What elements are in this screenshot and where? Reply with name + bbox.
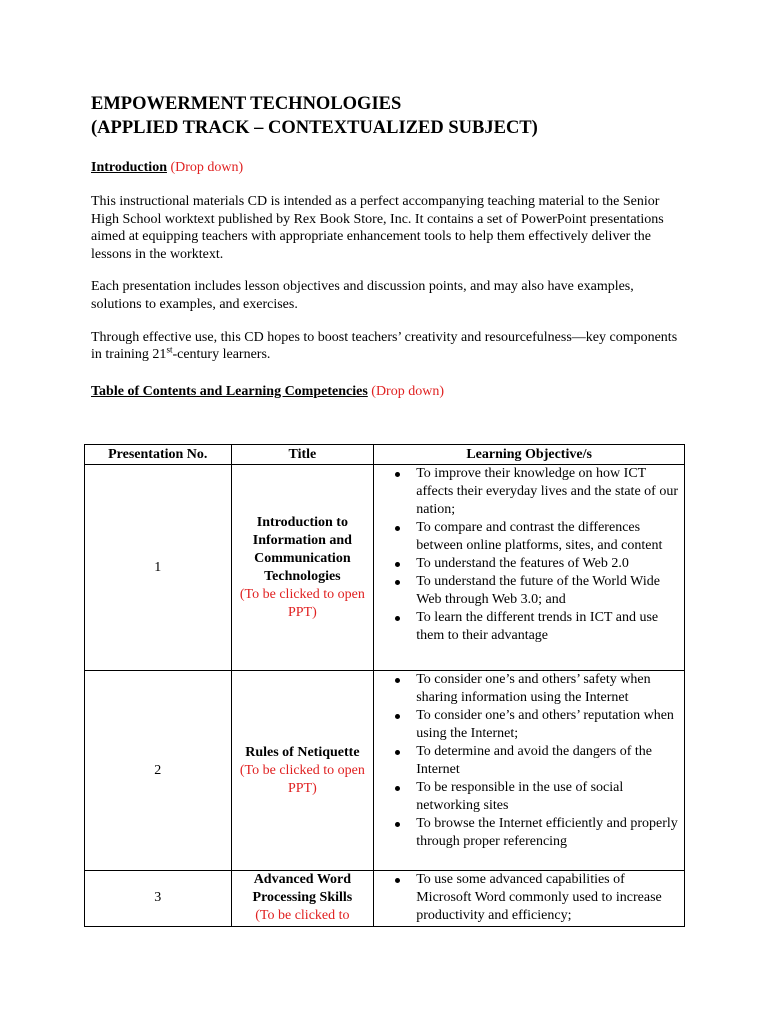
list-item: To improve their knowledge on how ICT affects their everyday lives and the state of our nation; xyxy=(416,466,678,517)
objectives-cell xyxy=(374,871,685,927)
paragraph-3-text: Through effective use, this CD hopes to boost teachers’ creativity and resourcefulness—key components in training 21 xyxy=(91,329,678,363)
presentation-title-cell xyxy=(231,871,374,927)
list-item: To be responsible in the use of social networking sites xyxy=(416,779,678,815)
list-item: To compare and contrast the differences between online platforms, sites, and content xyxy=(416,519,678,555)
toc-dropdown[interactable]: (Drop down) xyxy=(371,383,444,399)
presentation-number: 1 xyxy=(85,465,232,671)
objectives-cell xyxy=(374,671,685,871)
list-item: To understand the features of Web 2.0 xyxy=(416,555,678,573)
toc-heading xyxy=(91,383,691,401)
introduction-paragraph-3 xyxy=(91,329,681,364)
introduction-dropdown[interactable]: (Drop down) xyxy=(170,160,244,175)
objectives-list xyxy=(374,671,684,851)
objectives-cell xyxy=(374,465,685,671)
table-header-row xyxy=(85,445,685,465)
paragraph-3-text-end: -century learners. xyxy=(172,347,271,363)
competencies-table xyxy=(84,444,685,927)
list-item: To learn the different trends in ICT and use them to their advantage xyxy=(416,609,678,645)
list-item: To understand the future of the World Wide Web through Web 3.0; and xyxy=(416,573,678,609)
list-item: To browse the Internet efficiently and properly through proper referencing xyxy=(416,816,678,849)
presentation-number-cell xyxy=(85,871,232,927)
document-title xyxy=(91,92,691,140)
introduction-heading xyxy=(91,159,691,177)
presentation-title-cell xyxy=(231,465,374,671)
objectives-list xyxy=(374,871,684,925)
introduction-paragraph-2: Each presentation includes lesson objectives and discussion points, and may also have examples, solutions to examples, and exercises. xyxy=(91,279,634,312)
toc-label: Table of Contents and Learning Competencies xyxy=(91,383,368,399)
objectives-list xyxy=(374,465,684,645)
introduction-label: Introduction xyxy=(91,160,167,175)
presentation-title: Rules of Netiquette xyxy=(245,744,360,760)
document-body xyxy=(91,92,691,401)
list-item: To consider one’s and others’ safety when sharing information using the Internet xyxy=(416,671,678,707)
list-item: To consider one’s and others’ reputation when using the Internet; xyxy=(416,707,678,743)
table-row xyxy=(85,465,685,671)
presentation-title: Advanced Word Processing Skills xyxy=(252,872,353,905)
presentation-title: Introduction to Information and Communication Technologies xyxy=(252,514,352,584)
title-line-2: (APPLIED TRACK – CONTEXTUALIZED SUBJECT) xyxy=(91,118,538,138)
open-ppt-link[interactable]: (To be clicked to open PPT) xyxy=(239,762,365,796)
title-line-1: EMPOWERMENT TECHNOLOGIES xyxy=(91,94,402,114)
ordinal-suffix: st xyxy=(166,344,173,355)
presentation-title-cell xyxy=(231,671,374,871)
list-item: To use some advanced capabilities of Microsoft Word commonly used to increase productivity and efficiency; xyxy=(416,871,678,925)
open-ppt-link[interactable]: (To be clicked to open PPT) xyxy=(239,586,365,620)
presentation-number: 2 xyxy=(85,671,232,871)
table-row xyxy=(85,871,685,927)
table-row xyxy=(85,671,685,871)
header-title: Title xyxy=(231,445,374,465)
presentation-number: 3 xyxy=(154,890,162,905)
header-presentation-no: Presentation No. xyxy=(85,445,232,465)
introduction-paragraph-1: This instructional materials CD is intended as a perfect accompanying teaching material to the Senior High School worktext published by Rex Book Store, Inc. It contains a set of PowerPoint presentations aimed at equipping teachers with appropriate enhancement tools to help them effectively deliver the lessons in the worktext. xyxy=(91,194,664,262)
header-learning-objectives: Learning Objective/s xyxy=(374,445,685,465)
list-item: To determine and avoid the dangers of the Internet xyxy=(416,743,678,779)
open-ppt-link[interactable]: (To be clicked to xyxy=(255,908,350,923)
